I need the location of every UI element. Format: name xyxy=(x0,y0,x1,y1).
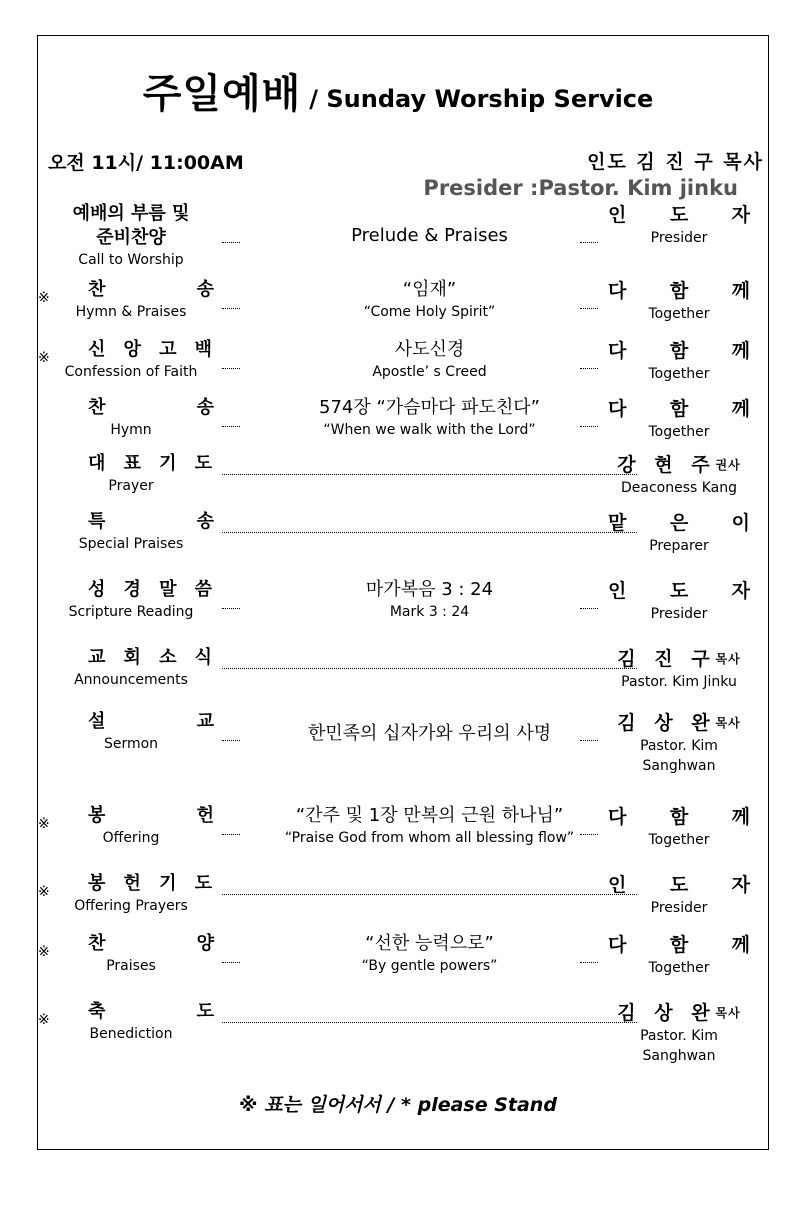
stand-mark: ※ xyxy=(38,944,50,960)
item-leader-english: Deaconess Kang xyxy=(620,480,738,496)
label-char: 인 xyxy=(608,204,627,226)
label-char: 씀 xyxy=(194,579,212,600)
dotted-leader xyxy=(580,368,598,369)
stand-note: ※ 표는 일어서서 / * please Stand xyxy=(239,1094,557,1116)
item-title-korean xyxy=(40,1000,222,1024)
item-leader-english: Sanghwan xyxy=(642,758,716,774)
item-leader-korean xyxy=(608,452,750,478)
item-content-title: “간주 및 1장 만복의 근원 하나님” xyxy=(295,805,564,826)
label-char: 앙 xyxy=(123,339,141,360)
item-leader-korean xyxy=(608,710,750,736)
item-leader-korean xyxy=(608,932,750,958)
label-char: 교 xyxy=(196,711,214,732)
item-content xyxy=(222,396,637,440)
item-leader-english: Together xyxy=(648,424,710,440)
item-content xyxy=(222,278,637,322)
label-char: 인 xyxy=(608,874,627,896)
label-char: 다 xyxy=(608,934,627,956)
item-title-english: Hymn & Praises xyxy=(75,304,187,320)
item-title xyxy=(40,872,222,916)
label-char: 도 xyxy=(196,1001,214,1022)
dotted-leader xyxy=(222,894,637,895)
leader-title: 목사 xyxy=(715,1006,741,1020)
item-content xyxy=(222,932,637,976)
label-char: 인 xyxy=(608,580,627,602)
item-title-english: Call to Worship xyxy=(78,252,184,268)
item-title-korean-text xyxy=(40,396,222,420)
label-char: 헌 xyxy=(123,873,141,894)
item-title-korean xyxy=(40,510,222,534)
label-char: 축 xyxy=(88,1001,106,1022)
label-char: 은 xyxy=(669,512,689,534)
page-title xyxy=(0,62,796,119)
item-leader-korean xyxy=(608,872,750,898)
label-char: 이 xyxy=(731,512,750,534)
item-leader xyxy=(608,338,750,384)
item-content-title: “임재” xyxy=(402,279,457,300)
item-leader-english: Pastor. Kim Jinku xyxy=(621,674,737,690)
item-leader xyxy=(608,396,750,442)
item-leader xyxy=(608,710,750,776)
item-leader-korean xyxy=(608,278,750,304)
item-title-korean-text xyxy=(40,932,222,956)
item-leader xyxy=(608,804,750,850)
item-leader-english: Together xyxy=(648,960,710,976)
item-leader xyxy=(608,510,750,556)
label-char: 송 xyxy=(196,279,214,300)
item-leader-english: Pastor. Kim xyxy=(640,1028,718,1044)
item-title-english: Prayer xyxy=(108,478,154,494)
item-content-title: Prelude & Praises xyxy=(351,225,508,246)
item-title-korean-text xyxy=(40,804,222,828)
leader-title: 권사 xyxy=(715,458,741,472)
item-content xyxy=(222,804,637,848)
item-content xyxy=(222,578,637,622)
leader-name: 강 현 주 xyxy=(617,454,716,476)
item-title-korean-text xyxy=(40,578,222,602)
label-char: 봉 xyxy=(88,805,106,826)
dotted-leader xyxy=(222,962,240,963)
label-char: 께 xyxy=(731,398,750,420)
item-content xyxy=(222,224,637,248)
label-char: 회 xyxy=(123,647,141,668)
item-content-subtitle: Mark 3 : 24 xyxy=(389,604,470,620)
label-char: 께 xyxy=(731,280,750,302)
item-leader xyxy=(608,1000,750,1066)
dotted-leader xyxy=(222,668,637,669)
item-title-korean-text xyxy=(40,510,222,534)
item-title xyxy=(40,202,222,270)
item-title-korean-text xyxy=(40,710,222,734)
label-char: 헌 xyxy=(196,805,214,826)
dotted-leader xyxy=(222,426,240,427)
label-char: 경 xyxy=(123,579,141,600)
label-char: 표 xyxy=(123,453,141,474)
item-leader-korean xyxy=(608,396,750,422)
item-leader-english: Pastor. Kim xyxy=(640,738,718,754)
item-title xyxy=(40,396,222,440)
dotted-leader xyxy=(222,532,637,533)
label-char: 다 xyxy=(608,280,627,302)
item-title-english: Offering Prayers xyxy=(74,898,188,914)
label-char: 백 xyxy=(194,339,212,360)
item-content-subtitle: “Come Holy Spirit” xyxy=(363,304,496,320)
label-char: 함 xyxy=(669,398,689,420)
item-title-korean-text xyxy=(40,278,222,302)
label-char: 도 xyxy=(669,204,689,226)
item-title-english: Confession of Faith xyxy=(64,364,198,380)
item-title-korean xyxy=(40,932,222,956)
item-title-english: Special Praises xyxy=(78,536,184,552)
item-title-korean xyxy=(40,872,222,896)
item-leader xyxy=(608,932,750,978)
item-title xyxy=(40,510,222,554)
item-leader-korean xyxy=(608,646,750,672)
dotted-leader xyxy=(580,962,598,963)
label-char: 말 xyxy=(159,579,177,600)
service-time: 오전 11시/ 11:00AM xyxy=(48,152,244,174)
label-char: 도 xyxy=(194,873,212,894)
item-leader-korean xyxy=(608,804,750,830)
dotted-leader xyxy=(222,368,240,369)
item-content-subtitle: “Praise God from whom all blessing flow” xyxy=(284,830,575,846)
stand-mark: ※ xyxy=(38,884,50,900)
item-content-title: 574장 “가슴마다 파도친다” xyxy=(319,397,540,418)
leader-title: 목사 xyxy=(715,652,741,666)
dotted-leader xyxy=(580,740,598,741)
item-content-subtitle: Apostle’ s Creed xyxy=(372,364,487,380)
item-content-subtitle: “By gentle powers” xyxy=(361,958,498,974)
item-leader-korean xyxy=(608,338,750,364)
item-leader-english: Together xyxy=(648,832,710,848)
item-title-korean xyxy=(40,710,222,734)
label-char: 송 xyxy=(196,511,214,532)
label-char: 도 xyxy=(669,874,689,896)
item-title-english: Sermon xyxy=(103,736,159,752)
item-leader-korean xyxy=(608,202,750,228)
label-char: 봉 xyxy=(88,873,106,894)
item-content-title: 마가복음 3 : 24 xyxy=(365,579,494,600)
item-content-title: 사도신경 xyxy=(394,339,465,360)
item-leader-korean xyxy=(608,1000,750,1026)
item-title-english: Praises xyxy=(106,958,156,974)
title-korean: 주일예배 xyxy=(142,71,302,117)
item-title xyxy=(40,338,222,382)
item-title-korean-text xyxy=(40,452,222,476)
item-title xyxy=(40,710,222,754)
label-char: 함 xyxy=(669,340,689,362)
dotted-leader xyxy=(580,426,598,427)
item-title-english: Benediction xyxy=(89,1026,173,1042)
item-leader xyxy=(608,452,750,498)
dotted-leader xyxy=(222,740,240,741)
item-title-korean xyxy=(40,278,222,302)
item-title-korean-text xyxy=(40,1000,222,1024)
label-char: 자 xyxy=(731,580,750,602)
item-title-korean-text xyxy=(40,872,222,896)
dotted-leader xyxy=(580,834,598,835)
label-char: 자 xyxy=(731,204,750,226)
item-content-subtitle: “When we walk with the Lord” xyxy=(323,422,536,438)
label-char: 식 xyxy=(194,647,212,668)
dotted-leader xyxy=(580,308,598,309)
label-char: 찬 xyxy=(88,397,106,418)
dotted-leader xyxy=(580,242,598,243)
dotted-leader xyxy=(580,608,598,609)
leader-name: 김 상 완 xyxy=(617,1002,716,1024)
officiant-korean: 인도 김 진 구 목사 xyxy=(587,151,764,173)
item-title-korean xyxy=(40,396,222,420)
dotted-leader xyxy=(222,608,240,609)
title-english: / Sunday Worship Service xyxy=(309,85,654,113)
stand-mark: ※ xyxy=(38,350,50,366)
leader-title: 목사 xyxy=(715,716,741,730)
label-char: 함 xyxy=(669,934,689,956)
item-title-korean xyxy=(40,452,222,476)
item-leader-korean xyxy=(608,578,750,604)
item-title xyxy=(40,932,222,976)
item-leader xyxy=(608,278,750,324)
label-char: 함 xyxy=(669,280,689,302)
leader-name: 김 진 구 xyxy=(617,648,716,670)
item-leader-korean xyxy=(608,510,750,536)
item-title-korean: 준비찬양 xyxy=(96,227,166,248)
item-title xyxy=(40,578,222,622)
label-char: 찬 xyxy=(88,279,106,300)
label-char: 께 xyxy=(731,934,750,956)
stand-mark: ※ xyxy=(38,1012,50,1028)
item-leader-english: Preparer xyxy=(649,538,709,554)
item-content xyxy=(222,338,637,382)
stand-mark: ※ xyxy=(38,290,50,306)
item-title xyxy=(40,804,222,848)
item-title-korean-text xyxy=(40,646,222,670)
label-char: 설 xyxy=(88,711,106,732)
item-title-english: Hymn xyxy=(110,422,152,438)
label-char: 특 xyxy=(88,511,106,532)
item-leader-english: Together xyxy=(648,306,710,322)
label-char: 고 xyxy=(159,339,177,360)
label-char: 도 xyxy=(194,453,212,474)
dotted-leader xyxy=(222,308,240,309)
item-title-english: Scripture Reading xyxy=(68,604,194,620)
stand-mark: ※ xyxy=(38,816,50,832)
item-title-english: Announcements xyxy=(74,672,188,688)
label-char: 맡 xyxy=(608,512,627,534)
item-title xyxy=(40,278,222,322)
label-char: 기 xyxy=(159,873,177,894)
dotted-leader xyxy=(222,474,637,475)
label-char: 신 xyxy=(88,339,106,360)
item-content-title: 한민족의 십자가와 우리의 사명 xyxy=(307,723,552,744)
label-char: 께 xyxy=(731,340,750,362)
label-char: 소 xyxy=(159,647,177,668)
dotted-leader xyxy=(222,1022,637,1023)
label-char: 성 xyxy=(88,579,106,600)
item-leader xyxy=(608,578,750,624)
dotted-leader xyxy=(222,242,240,243)
item-leader-english: Presider xyxy=(650,606,708,622)
item-title-english: Offering xyxy=(102,830,160,846)
item-leader-english: Together xyxy=(648,366,710,382)
label-char: 자 xyxy=(731,874,750,896)
presider-english: Presider :Pastor. Kim jinku xyxy=(423,176,738,200)
label-char: 다 xyxy=(608,806,627,828)
item-title-korean-text xyxy=(40,338,222,362)
item-title-korean: 예배의 부름 및 xyxy=(72,203,190,224)
item-leader-english: Presider xyxy=(650,230,708,246)
item-title xyxy=(40,646,222,690)
item-leader-english: Sanghwan xyxy=(642,1048,716,1064)
item-leader xyxy=(608,872,750,918)
dotted-leader xyxy=(222,834,240,835)
label-char: 교 xyxy=(88,647,106,668)
item-leader xyxy=(608,646,750,692)
item-title-korean xyxy=(40,646,222,670)
item-content xyxy=(222,722,637,746)
label-char: 양 xyxy=(196,933,214,954)
label-char: 대 xyxy=(88,453,106,474)
item-title-korean xyxy=(40,338,222,362)
item-title-korean xyxy=(40,578,222,602)
label-char: 다 xyxy=(608,398,627,420)
item-content-title: “선한 능력으로” xyxy=(365,933,494,954)
label-char: 기 xyxy=(159,453,177,474)
label-char: 함 xyxy=(669,806,689,828)
item-leader xyxy=(608,202,750,248)
label-char: 다 xyxy=(608,340,627,362)
item-leader-english: Presider xyxy=(650,900,708,916)
item-title xyxy=(40,452,222,496)
label-char: 께 xyxy=(731,806,750,828)
item-title-korean xyxy=(40,804,222,828)
label-char: 도 xyxy=(669,580,689,602)
item-title xyxy=(40,1000,222,1044)
leader-name: 김 상 완 xyxy=(617,712,716,734)
label-char: 찬 xyxy=(88,933,106,954)
label-char: 송 xyxy=(196,397,214,418)
